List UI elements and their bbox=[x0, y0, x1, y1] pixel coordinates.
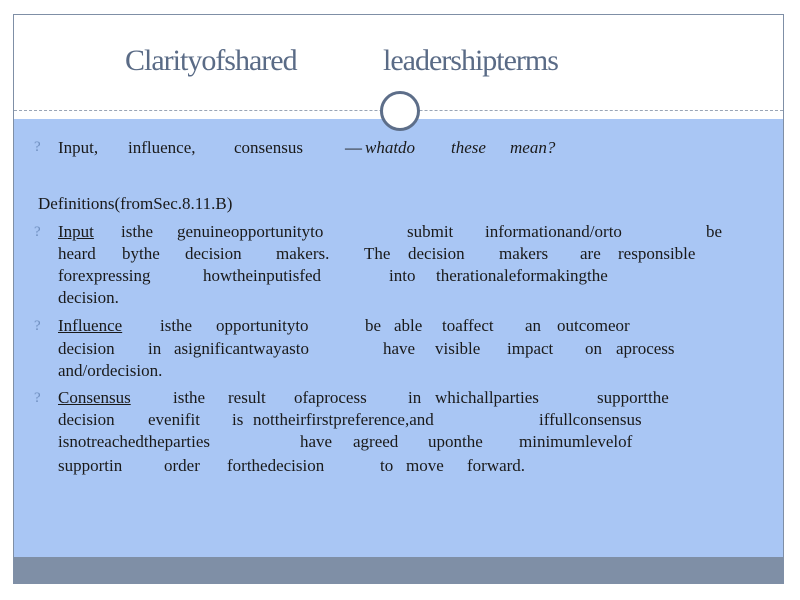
definition-word: isthe bbox=[173, 388, 206, 407]
definition-word: supportthe bbox=[597, 388, 669, 407]
definition-word: isthe bbox=[160, 316, 193, 335]
definition-word: move bbox=[406, 456, 444, 475]
definition-word: nottheirfirstpreference,and bbox=[253, 410, 434, 429]
intro-question-word: mean? bbox=[510, 138, 556, 157]
definition-word: toaffect bbox=[442, 316, 494, 335]
definition-word: The bbox=[364, 244, 391, 263]
definition-word: an bbox=[525, 316, 542, 335]
definition-word: makers bbox=[499, 244, 549, 263]
definition-word: have bbox=[383, 339, 416, 358]
bullet-marker: ? bbox=[34, 139, 41, 155]
definition-word: forthedecision bbox=[227, 456, 325, 475]
definition-word: impact bbox=[507, 339, 554, 358]
intro-word: influence, bbox=[128, 138, 196, 157]
definition-word: genuineopportunityto bbox=[177, 222, 324, 241]
definition-word: opportunityto bbox=[216, 316, 309, 335]
intro-question-word: whatdo bbox=[365, 138, 416, 157]
definition-word: in bbox=[148, 339, 162, 358]
definition-word: iffullconsensus bbox=[539, 410, 642, 429]
definition-word: howtheinputisfed bbox=[203, 266, 322, 285]
definition-word: to bbox=[380, 456, 394, 475]
definition-word: makers. bbox=[276, 244, 330, 263]
definition-word: uponthe bbox=[428, 432, 483, 451]
definition-word: decision bbox=[58, 410, 115, 429]
definition-word: therationaleformakingthe bbox=[436, 266, 608, 285]
definition-word: in bbox=[408, 388, 422, 407]
definition-word: able bbox=[394, 316, 423, 335]
circle-ornament-icon bbox=[380, 91, 420, 131]
intro-dash: — bbox=[345, 138, 362, 157]
title-part-2: leadershipterms bbox=[383, 44, 558, 77]
bullet-marker: ? bbox=[34, 390, 41, 406]
intro-word: consensus bbox=[234, 138, 303, 157]
definition-word: supportin bbox=[58, 456, 123, 475]
intro-word: Input, bbox=[58, 138, 99, 157]
definition-term: Input bbox=[58, 222, 94, 241]
definition-word: decision bbox=[58, 339, 115, 358]
bullet-marker: ? bbox=[34, 318, 41, 334]
footer-bar bbox=[14, 557, 783, 583]
definition-word: ofaprocess bbox=[294, 388, 367, 407]
definition-term: Influence bbox=[58, 316, 123, 335]
definition-word: have bbox=[300, 432, 333, 451]
definition-word: submit bbox=[407, 222, 454, 241]
definition-word: on bbox=[585, 339, 602, 358]
definition-word: visible bbox=[435, 339, 481, 358]
definition-word: result bbox=[228, 388, 266, 407]
definition-word: are bbox=[580, 244, 601, 263]
definition-word: into bbox=[389, 266, 416, 285]
definition-word: isnotreachedtheparties bbox=[58, 432, 210, 451]
definition-word: be bbox=[365, 316, 382, 335]
definition-word: agreed bbox=[353, 432, 399, 451]
definition-term: Consensus bbox=[58, 388, 131, 407]
definition-word: evenifit bbox=[148, 410, 200, 429]
title-part-1: Clarityofshared bbox=[125, 44, 297, 77]
definition-word: forexpressing bbox=[58, 266, 151, 285]
definition-word: responsible bbox=[618, 244, 696, 263]
definition-word: isthe bbox=[121, 222, 154, 241]
definition-word: is bbox=[232, 410, 244, 429]
definition-word: be bbox=[706, 222, 723, 241]
definition-word: decision. bbox=[58, 288, 119, 307]
definition-word: decision bbox=[185, 244, 242, 263]
definition-word: bythe bbox=[122, 244, 160, 263]
definition-word: heard bbox=[58, 244, 96, 263]
definition-word: informationand/orto bbox=[485, 222, 622, 241]
slide-title bbox=[0, 44, 800, 84]
definition-word: decision bbox=[408, 244, 465, 263]
definition-word: minimumlevelof bbox=[519, 432, 633, 451]
definitions-heading: Definitions(fromSec.8.11.B) bbox=[38, 194, 233, 213]
intro-question-word: these bbox=[451, 138, 486, 157]
definition-word: aprocess bbox=[616, 339, 675, 358]
definition-word: order bbox=[164, 456, 200, 475]
definition-word: forward. bbox=[467, 456, 526, 475]
definition-word: whichallparties bbox=[435, 388, 539, 407]
definition-word: and/ordecision. bbox=[58, 361, 163, 380]
definition-word: asignificantwayasto bbox=[174, 339, 310, 358]
definition-word: outcomeor bbox=[557, 316, 630, 335]
bullet-marker: ? bbox=[34, 224, 41, 240]
